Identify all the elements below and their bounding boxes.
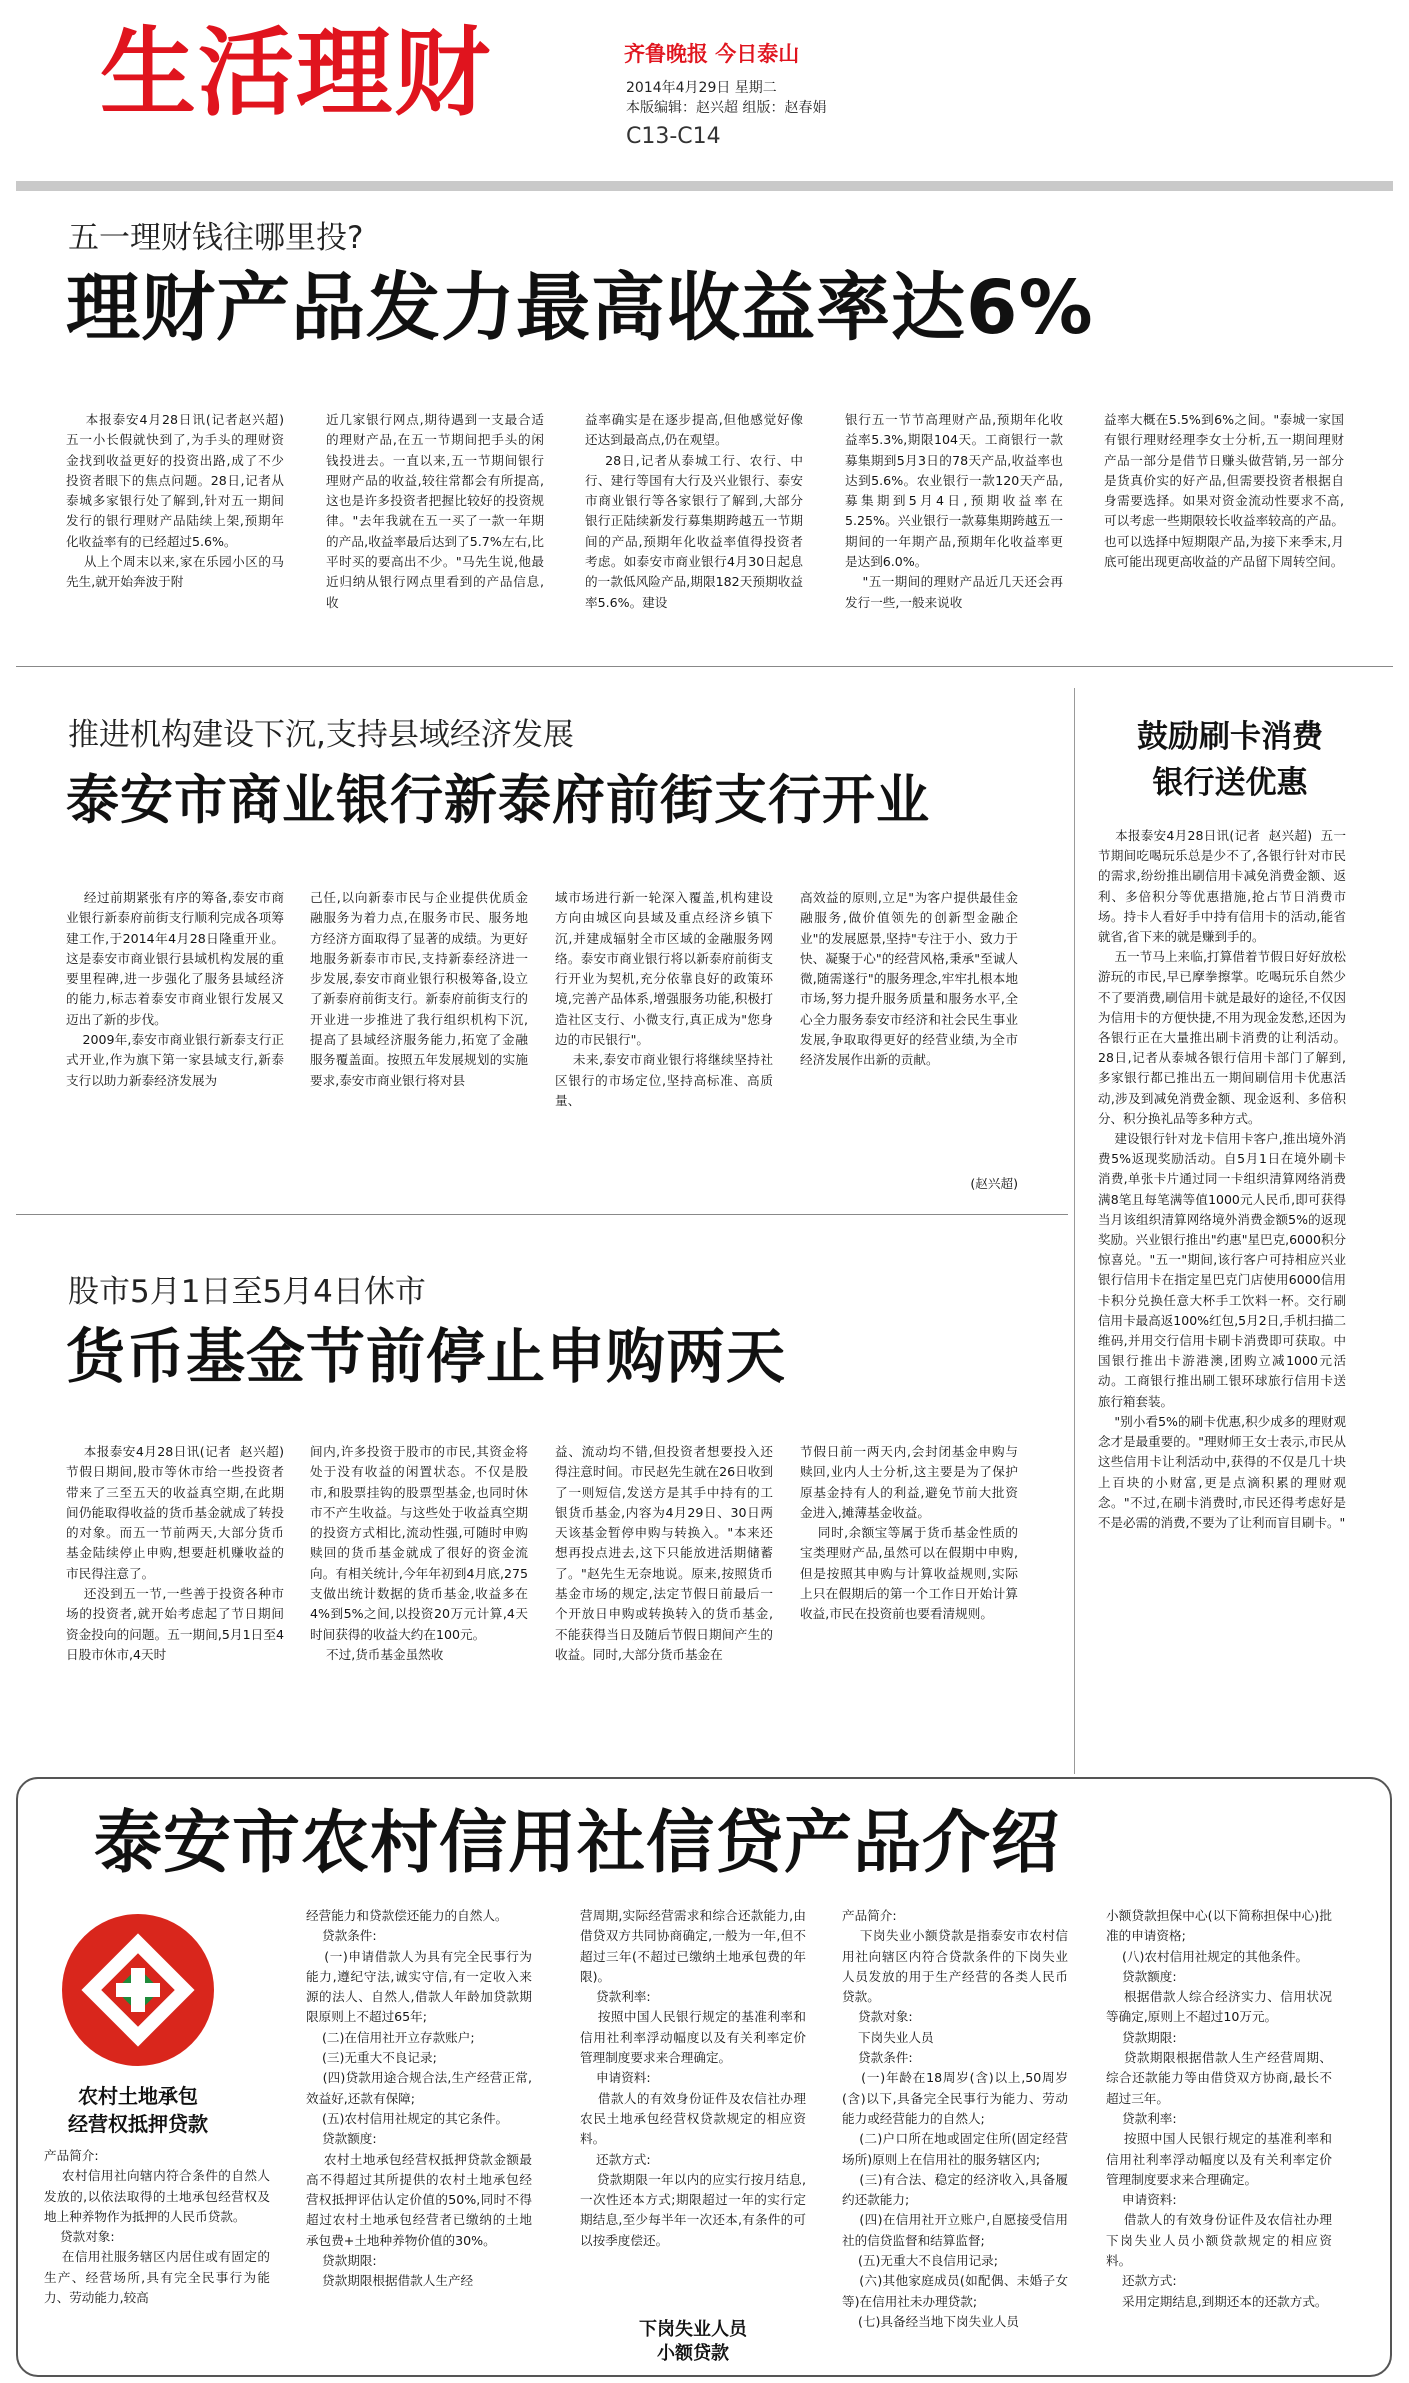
sidebar-divider <box>1074 688 1075 1774</box>
divider <box>16 1214 1068 1215</box>
rural-credit-logo-icon <box>58 1910 218 2070</box>
article2-headline: 泰安市商业银行新泰府前街支行开业 <box>66 770 930 831</box>
logo-label-line1: 农村土地承包 <box>78 2084 198 2108</box>
article2-kicker: 推进机构建设下沉,支持县域经济发展 <box>68 717 574 753</box>
article3-kicker: 股市5月1日至5月4日休市 <box>68 1274 426 1310</box>
sidebar-title-line2: 银行送优惠 <box>1152 765 1308 801</box>
editor-line: 本版编辑：赵兴超 组版：赵春娟 <box>626 100 827 116</box>
ad-title: 泰安市农村信用社信贷产品介绍 <box>94 1804 1061 1883</box>
article3-column: 间内,许多投资于股市的市民,其资金将处于没有收益的闲置状态。不仅是股市,和股票挂钩的股票型基金,也同时休市不产生收益。与这些处于收益真空期的投资方式相比,流动性强,可随时申购赎回的货币基金就成了很好的资金流向。有相关统计,今年年初到4月底,275支做出统计数据的货币基金,收益多在4%到5%之间,以投资20万元计算,4天时间获得的收益大约在100元。 不过,货币基金虽然收 <box>310 1444 528 1662</box>
article1-column: 银行五一节节高理财产品,预期年化收益率5.3%,期限104天。工商银行一款募集期到5月3日的78天产品,收益率也达到5.6%。农业银行一款120天产品,募集期到5月4日,预期收益率在5.25%。兴业银行一款募集期跨越五一期间的一年期产品,预期年化收益率更是达到6.0%。 "五一期间的理财产品近几天还会再发行一些,一般来说收 <box>845 412 1063 610</box>
article1-column: 近几家银行网点,期待遇到一支最合适的理财产品,在五一节期间把手头的闲钱投进去。一直以来,五一节期间银行理财产品的收益,较往常都会有所提高,这也是许多投资者把握比较好的投资规律。"去年我就在五一买了一款一年期的产品,收益率最后达到了5.7%左右,比平时买的要高出不少。"马先生说,他最近归纳从银行网点里看到的产品信息,收 <box>326 412 544 610</box>
ad-column: 产品简介: 下岗失业小额贷款是指泰安市农村信用社向辖区内符合贷款条件的下岗失业人员发放的用于生产经营的各类人民币贷款。 贷款对象: 下岗失业人员 贷款条件: (一)年龄在18周岁(含)以上,50周岁(含)以下,具备完全民事行为能力、劳动能力或经营能力的自然人; (二)户口所在地或固定住所(固定经营场所)原则上在信用社的服务辖区内; (三)有合法、稳定的经济收入,具备履约还款能力; (四)在信用社开立账户,自愿接受信用社的信贷监督和结算监督; (五)无重大不良信用记录; (六)其他家庭成员(如配偶、未婚子女等)在信用社未办理贷款; (七)具备经当地下岗失业人员 <box>842 1908 1069 2329</box>
section-title: 生活理财 <box>100 16 492 129</box>
article1-kicker: 五一理财钱往哪里投? <box>68 220 364 256</box>
article1-column: 益率确实是在逐步提高,但他感觉好像还达到最高点,仍在观望。 28日,记者从泰城工行、农行、中行、建行等国有大行及兴业银行、泰安市商业银行等各家银行了解到,大部分银行正陆续新发行募集期跨越五一节期间的产品,预期年化收益率值得投资者考虑。如泰安市商业银行4月30日起息的一款低风险产品,期限182天预期收益率5.6%。建设 <box>585 412 804 610</box>
newspaper-brand: 齐鲁晚报 今日泰山 <box>624 41 800 66</box>
article2-column: 己任,以向新泰市民与企业提供优质金融服务为着力点,在服务市民、服务地方经济方面取得了显著的成绩。为更好地服务新泰市市民,支持新泰经济进一步发展,泰安市商业银行积极筹备,设立了新泰府前街支行。新泰府前街支行的开业进一步推进了我行组织机构下沉,提高了县域经济服务能力,拓宽了金融服务覆盖面。按照五年发展规划的实施要求,泰安市商业银行将对县 <box>310 890 528 1088</box>
page-range: C13-C14 <box>626 124 721 149</box>
sidebar-body: 本报泰安4月28日讯(记者 赵兴超) 五一节期间吃喝玩乐总是少不了,各银行针对市民的需求,纷纷推出刷信用卡减免消费金额、返利、多倍积分等优惠措施,抢占节日消费市场。持卡人看好手中持有信用卡的活动,能省就省,省下来的就是赚到手的。 五一节马上来临,打算借着节假日好好放松游玩的市民,早已摩拳擦掌。吃喝玩乐自然少不了要消费,刷信用卡就是最好的途径,不仅因为信用卡的方便快捷,不用为现金发愁,还因为各银行正在大量推出刷卡消费的让利活动。28日,记者从泰城各银行信用卡部门了解到,多家银行都已推出五一期间刷信用卡优惠活动,涉及到减免消费金额、现金返利、多倍积分、积分换礼品等多种方式。 建设银行针对龙卡信用卡客户,推出境外消费5%返现奖励活动。自5月1日在境外刷卡消费,单张卡片通过同一卡组织清算网络消费满8笔且每笔满等值1000元人民币,即可获得当月该组织清算网络境外消费金额5%的返现奖励。兴业银行推出"约惠"星巴克,6000积分惊喜兑。"五一"期间,该行客户可持相应兴业银行信用卡在指定星巴克门店使用6000信用卡积分兑换任意大杯手工饮料一杯。交行刷信用卡最高返100%红包,5月2日,手机扫描二维码,并用交行信用卡刷卡消费即可获取。中国银行推出卡游港澳,团购立减1000元活动。工商银行推出刷工银环球旅行信用卡送旅行箱套装。 "别小看5%的刷卡优惠,积少成多的理财观念才是最重要的。"理财师王女士表示,市民从这些信用卡让利活动中,获得的不仅是几十块上百块的小财富,更是点滴积累的理财观念。"不过,在刷卡消费时,市民还得考虑好是不是必需的消费,不要为了让利而盲目刷卡。" <box>1098 828 1346 1530</box>
sidebar-title-line1: 鼓励刷卡消费 <box>1137 719 1323 755</box>
article3-column: 本报泰安4月28日讯(记者 赵兴超) 节假日期间,股市等休市给一些投资者带来了三至五天的收益真空期,在此期间仍能取得收益的货币基金就成了转投的对象。而五一节前两天,大部分货币基金陆续停止申购,想要赶机赚收益的市民得注意了。 还没到五一节,一些善于投资各种市场的投资者,就开始考虑起了节日期间资金投向的问题。五一期间,5月1日至4日股市休市,4天时 <box>66 1444 285 1662</box>
article2-byline: (赵兴超) <box>970 1176 1018 1191</box>
ad-column: 小额贷款担保中心(以下简称担保中心)批准的申请资格; (八)农村信用社规定的其他条件。 贷款额度: 根据借款人综合经济实力、信用状况等确定,原则上不超过10万元。 贷款期限: 贷款期限根据借款人生产经营周期、综合还款能力等由借贷双方协商,最长不超过三年。 贷款利率: 按照中国人民银行规定的基准利率和信用社利率浮动幅度以及有关利率定价管理制度要求来合理确定。 申请资料: 借款人的有效身份证件及农信社办理下岗失业人员小额贷款规定的相应资料。 还款方式: 采用定期结息,到期还本的还款方式。 <box>1106 1908 1333 2309</box>
article2-column: 高效益的原则,立足"为客户提供最佳金融服务,做价值领先的创新型金融企业"的发展愿景,坚持"专注于小、致力于快、凝聚于心"的经营风格,秉承"至诚人微,随需遂行"的服务理念,牢牢扎根本地市场,努力提升服务质量和服务水平,全心全力服务泰安市经济和社会民生事业发展,争取取得更好的经营业绩,为全市经济发展作出新的贡献。 <box>800 890 1018 1068</box>
article3-column: 节假日前一两天内,会封闭基金申购与赎回,业内人士分析,这主要是为了保护原基金持有人的利益,避免节前大批资金进入,摊薄基金收益。 同时,余额宝等属于货币基金性质的宝类理财产品,虽然可以在假期中申购,但是按照其申购与计算收益规则,实际上只在假期后的第一个工作日开始计算收益,市民在投资前也要看清规则。 <box>800 1444 1018 1622</box>
article2-column: 经过前期紧张有序的筹备,泰安市商业银行新泰府前街支行顺利完成各项筹建工作,于2014年4月28日隆重开业。这是泰安市商业银行县域机构发展的重要里程碑,进一步强化了服务县域经济的能力,标志着泰安市商业银行发展又迈出了新的步伐。 2009年,泰安市商业银行新泰支行正式开业,作为旗下第一家县域支行,新泰支行以助力新泰经济发展为 <box>66 890 285 1088</box>
ad-column: 产品简介: 农村信用社向辖内符合条件的自然人发放的,以依法取得的土地承包经营权及地上种养物作为抵押的人民币贷款。 贷款对象: 在信用社服务辖区内居住或有固定的生产、经营场所,具有完全民事行为能力、劳动能力,较高 <box>44 2148 271 2306</box>
article1-column: 本报泰安4月28日讯(记者赵兴超) 五一小长假就快到了,为手头的理财资金找到收益更好的投资出路,成了不少投资者眼下的焦点问题。28日,记者从泰城多家银行处了解到,针对五一期间发行的银行理财产品陆续上架,预期年化收益率有的已经超过5.6%。 从上个周末以来,家在乐园小区的马先生,就开始奔波于附 <box>66 412 284 590</box>
date-line: 2014年4月29日 星期二 <box>626 80 777 96</box>
ad-column: 营周期,实际经营需求和综合还款能力,由借贷双方共同协商确定,一般为一年,但不超过三年(不超过已缴纳土地承包费的年限)。 贷款利率: 按照中国人民银行规定的基准利率和信用社利率浮动幅度以及有关利率定价管理制度要求来合理确定。 申请资料: 借款人的有效身份证件及农信社办理农民土地承包经营权贷款规定的相应资料。 还款方式: 贷款期限一年以内的应实行按月结息,一次性还本方式;期限超过一年的实行定期结息,至少每半年一次还本,有条件的可以按季度偿还。 <box>580 1908 807 2248</box>
article1-column: 益率大概在5.5%到6%之间。"泰城一家国有银行理财经理李女士分析,五一期间理财产品一部分是借节日赚头做营销,另一部分是货真价实的好产品,但需要投资者根据自身需要选择。如果对资金流动性要求不高,可以考虑一些期限较长收益率较高的产品。也可以选择中短期限产品,为接下来季末,月底可能出现更高收益的产品留下周转空间。 <box>1104 412 1344 570</box>
divider <box>16 666 1393 667</box>
ad-subtitle-line2: 小额贷款 <box>657 2343 729 2364</box>
masthead-meta <box>626 78 826 118</box>
article3-headline: 货币基金节前停止申购两天 <box>66 1322 787 1391</box>
ad-column: 经营能力和贷款偿还能力的自然人。 贷款条件: (一)申请借款人为具有完全民事行为能力,遵纪守法,诚实守信,有一定收入来源的法人、自然人,借款人年龄加贷款期限原则上不超过65年; (二)在信用社开立存款账户; (三)无重大不良记录; (四)贷款用途合规合法,生产经营正常,效益好,还款有保障; (五)农村信用社规定的其它条件。 贷款额度: 农村土地承包经营权抵押贷款金额最高不得超过其所提供的农村土地承包经营权抵押评估认定价值的50%,同时不得超过农村土地承包经营者已缴纳的土地承包费+土地种养物价值的30%。 贷款期限: 贷款期限根据借款人生产经 <box>306 1908 533 2289</box>
article3-column: 益、流动均不错,但投资者想要投入还得注意时间。市民赵先生就在26日收到了一则短信,发送方是其手中持有的工银货币基金,内容为4月29日、30日两天该基金暂停申购与转换入。"本来还想再投点进去,这下只能放进活期储蓄了。"赵先生无奈地说。原来,按照货币基金市场的规定,法定节假日前最后一个开放日申购或转换转入的货币基金,不能获得当日及随后节假日期间产生的收益。同时,大部分货币基金在 <box>555 1444 773 1662</box>
article2-column: 域市场进行新一轮深入覆盖,机构建设方向由城区向县域及重点经济乡镇下沉,并建成辐射全市区域的金融服务网络。泰安市商业银行将以新泰府前街支行开业为契机,充分依靠良好的政策环境,完善产品体系,增强服务功能,积极打造社区支行、小微支行,真正成为"您身边的市民银行"。 未来,泰安市商业银行将继续坚持社区银行的市场定位,坚持高标准、高质量、 <box>555 890 773 1108</box>
article1-headline: 理财产品发力最高收益率达6% <box>66 265 1094 351</box>
masthead-rule <box>16 181 1393 191</box>
ad-subtitle-line1: 下岗失业人员 <box>639 2319 747 2340</box>
logo-label-line2: 经营权抵押贷款 <box>68 2112 208 2136</box>
